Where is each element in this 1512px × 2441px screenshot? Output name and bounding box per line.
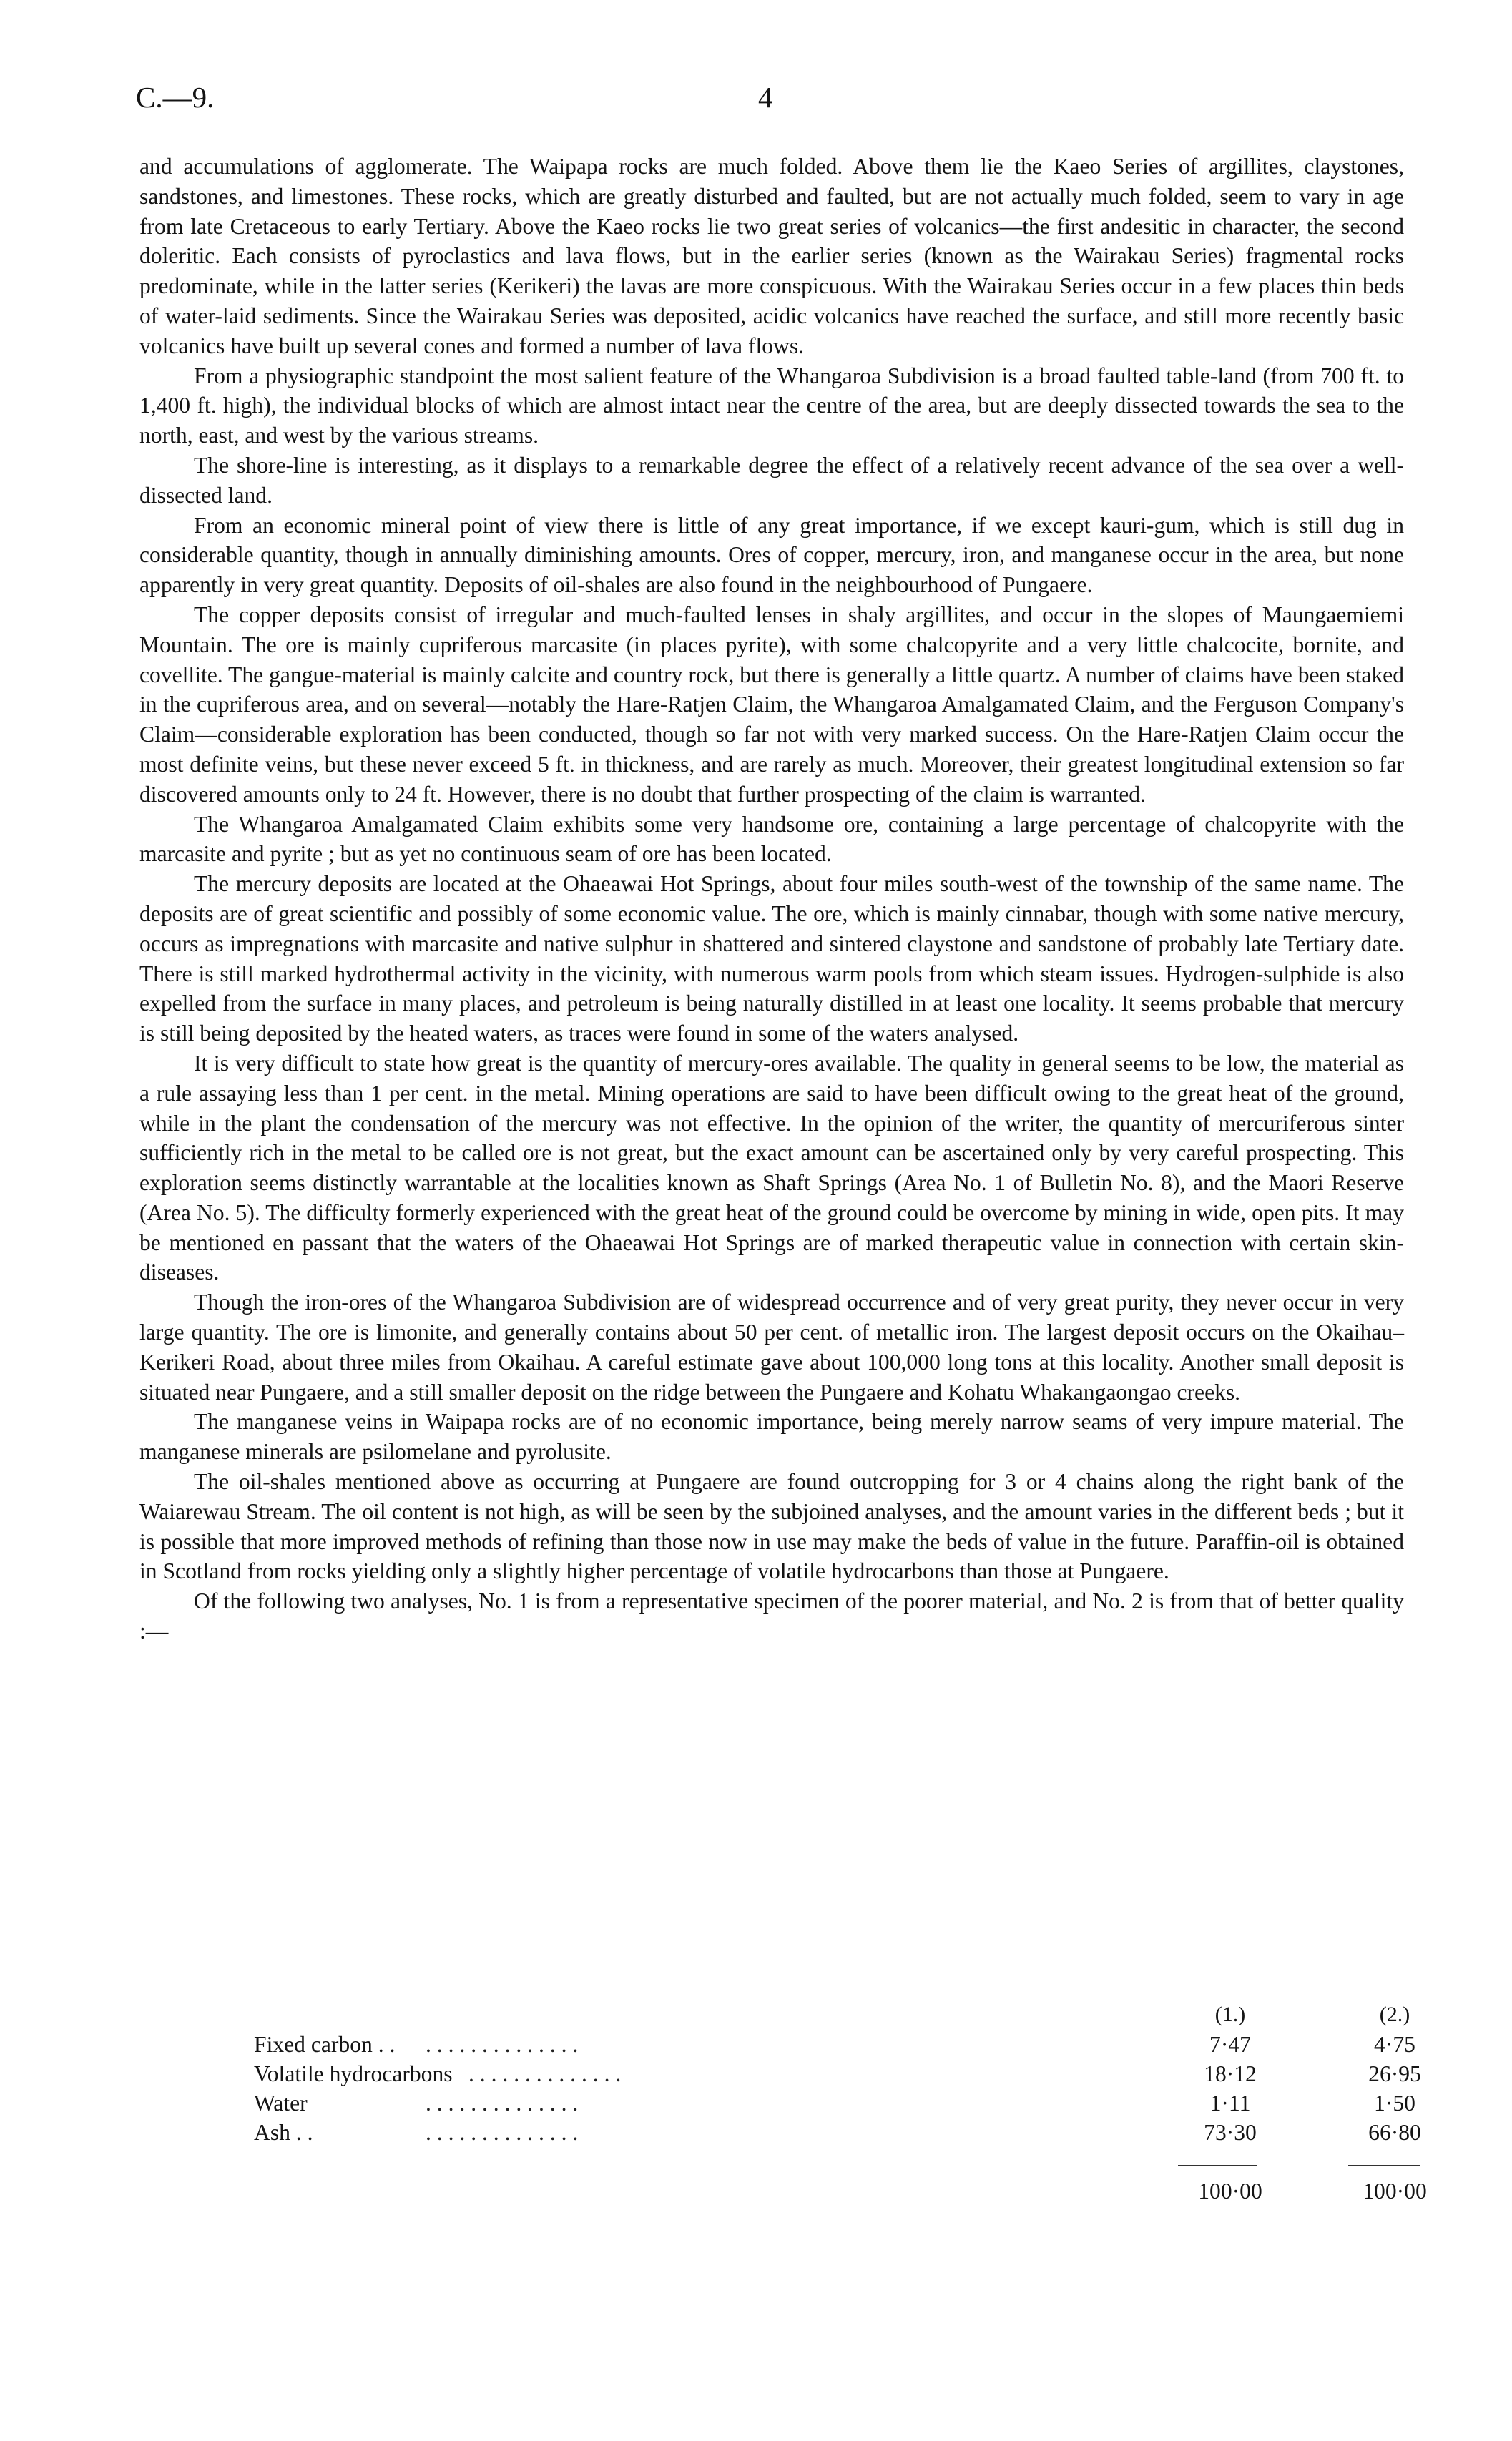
value-col-2: 26·95 bbox=[1368, 2061, 1421, 2086]
value-col-1: 73·30 bbox=[1204, 2120, 1257, 2145]
table-header-row bbox=[139, 2003, 1410, 2032]
leader-dots: . . . . . . . . . . . . . . bbox=[426, 2032, 579, 2057]
column-header-2: (2.) bbox=[1379, 2003, 1410, 2026]
page-number: 4 bbox=[758, 81, 773, 114]
value-col-2: 66·80 bbox=[1368, 2120, 1421, 2145]
paragraph: Though the iron-ores of the Whangaroa Subdivision are of widespread occurrence and of very great purity, they never occur in very large quantity. The ore is limonite, and generally contains about 50 per cent. of metallic iron. The largest deposit occurs on the Okaihau–Kerikeri Road, about three miles from Okaihau. A careful estimate gave about 100,000 long tons at this locality. Another small deposit is situated near Pungaere, and a still smaller deposit on the ridge between the Pungaere and Kohatu Whakangaongao creeks. bbox=[139, 1290, 1404, 1405]
paragraph: From an economic mineral point of view there is little of any great importance, if we except kauri-gum, which is still dug in considerable quantity, though in annually diminishing amounts. Ores of copper, mercury, iron, and manganese occur in the area, but none apparently in very great quantity. Deposits of oil-shales are also found in the neighbourhood of Pungaere. bbox=[139, 512, 1404, 598]
paragraph: The copper deposits consist of irregular and much-faulted lenses in shaly argillites, and occur in the slopes of Maungaemiemi Mountain. The ore is mainly cupriferous marcasite (in places pyrite), with some chalcopyrite and a very little chalcocite, bornite, and covellite. The gangue-material is mainly calcite and country rock, but there is generally a little quartz. A number of claims have been staked in the cupriferous area, and on several—notably the Hare-Ratjen Claim, the Whangaroa Amalgamated Claim, and the Ferguson Company's Claim—considerable exploration has been conducted, though so far not with very marked success. On the Hare-Ratjen Claim occur the most definite veins, but these never exceed 5 ft. in thickness, and are rarely as much. Moreover, their greatest longitudinal extension so far discovered amounts only to 24 ft. However, there is no doubt that further prospecting of the claim is warranted. bbox=[139, 601, 1404, 807]
value-col-1: 18·12 bbox=[1204, 2061, 1257, 2086]
total-row bbox=[139, 2179, 1427, 2208]
table-row bbox=[139, 2061, 1421, 2091]
analysis-table bbox=[139, 2003, 1427, 2208]
row-label: Water bbox=[254, 2091, 308, 2116]
total-col-1: 100·00 bbox=[1198, 2179, 1262, 2204]
body-text bbox=[139, 152, 1404, 1646]
leader-dots: . . . . . . . . . . . . . . bbox=[426, 2120, 579, 2145]
leader-dots: . . . . . . . . . . . . . . bbox=[426, 2091, 579, 2116]
paragraph: The oil-shales mentioned above as occurring at Pungaere are found outcropping for 3 or 4 chains along the right bank of the Waiarewau Stream. The oil content is not high, as will be seen by the subjoined analyses, and the amount varies in the different beds ; but it is possible that more improved methods of refining than those now in use may make the beds of value in the future. Paraffin-oil is obtained in Scotland from rocks yielding only a slightly higher percentage of volatile hydrocarbons than those at Pungaere. bbox=[139, 1469, 1404, 1584]
paragraph: From a physiographic standpoint the most salient feature of the Whangaroa Subdivision is a broad faulted table-land (from 700 ft. to 1,400 ft. high), the individual blocks of which are almost intact near the centre of the area, but are deeply dissected towards the sea to the north, east, and west by the various streams. bbox=[139, 363, 1404, 448]
table-row bbox=[139, 2091, 1415, 2120]
total-col-2: 100·00 bbox=[1363, 2179, 1427, 2204]
total-rule bbox=[1348, 2165, 1420, 2166]
value-col-2: 1·50 bbox=[1374, 2091, 1415, 2116]
table-row bbox=[139, 2032, 1415, 2061]
paragraph: The Whangaroa Amalgamated Claim exhibits some very handsome ore, containing a large percentage of chalcopyrite with the marcasite and pyrite ; but as yet no continuous seam of ore has been located. bbox=[139, 811, 1404, 867]
paragraph: The mercury deposits are located at the Ohaeawai Hot Springs, about four miles south-west of the township of the same name. The deposits are of great scientific and possibly of some economic value. The ore, which is mainly cinnabar, though with some native mercury, occurs as impregnations with marcasite and native sulphur in shattered and sintered claystone and sandstone of probably late Tertiary date. There is still marked hydrothermal activity in the vicinity, with numerous warm pools from which steam issues. Hydrogen-sulphide is also expelled from the surface in many places, and petroleum is being naturally distilled in at least one locality. It seems probable that mercury is still being deposited by the heated waters, as traces were found in some of the waters analysed. bbox=[139, 871, 1404, 1046]
paragraph: and accumulations of agglomerate. The Waipapa rocks are much folded. Above them lie the Kaeo Series of argillites, claystones, sandstones, and limestones. These rocks, which are greatly disturbed and faulted, but are not actually much folded, seem to vary in age from late Cretaceous to early Tertiary. Above the Kaeo rocks lie two great series of volcanics—the first andesitic in character, the second doleritic. Each consists of pyroclastics and lava flows, but in the earlier series (known as the Wairakau Series) fragmental rocks predominate, while in the latter series (Kerikeri) the lavas are more conspicuous. With the Wairakau Series occur in a few places thin beds of water-laid sediments. Since the Wairakau Series was deposited, acidic volcanics have reached the surface, and still more recently basic volcanics have built up several cones and formed a number of lava flows. bbox=[139, 154, 1404, 358]
row-label: Ash . . bbox=[254, 2120, 313, 2145]
row-label: Fixed carbon . . bbox=[254, 2032, 396, 2057]
value-col-2: 4·75 bbox=[1374, 2032, 1415, 2057]
column-header-1: (1.) bbox=[1214, 2003, 1246, 2026]
value-col-1: 1·11 bbox=[1209, 2091, 1251, 2116]
row-label: Volatile hydrocarbons bbox=[254, 2061, 453, 2086]
paragraph: Of the following two analyses, No. 1 is from a representative specimen of the poorer material, and No. 2 is from that of better quality :— bbox=[139, 1588, 1404, 1644]
table-row bbox=[139, 2120, 1421, 2149]
paragraph: The manganese veins in Waipapa rocks are of no economic importance, being merely narrow seams of very impure material. The manganese minerals are psilomelane and pyrolusite. bbox=[139, 1409, 1404, 1465]
total-rule-row bbox=[139, 2149, 1404, 2179]
value-col-1: 7·47 bbox=[1209, 2032, 1251, 2057]
document-reference: C.—9. bbox=[136, 81, 215, 114]
paragraph: It is very difficult to state how great is the quantity of mercury-ores available. The quality in general seems to be low, the material as a rule assaying less than 1 per cent. in the metal. Mining operations are said to have been difficult owing to the great heat of the ground, while in the plant the condensation of the mercury was not effective. In the opinion of the writer, the quantity of mercuriferous sinter sufficiently rich in the metal to be called ore is not great, but the exact amount can be ascertained only by very careful prospecting. This exploration seems distinctly warrantable at the localities known as Shaft Springs (Area No. 1 of Bulletin No. 8), and the Maori Reserve (Area No. 5). The difficulty formerly experienced with the great heat of the ground could be overcome by mining in wide, open pits. It may be mentioned en passant that the waters of the Ohaeawai Hot Springs are of marked therapeutic value in connection with certain skin-diseases. bbox=[139, 1050, 1404, 1285]
paragraph: The shore-line is interesting, as it displays to a remarkable degree the effect of a relatively recent advance of the sea over a well-dissected land. bbox=[139, 452, 1404, 508]
page-header bbox=[136, 80, 1309, 123]
leader-dots: . . . . . . . . . . . . . . bbox=[468, 2061, 622, 2086]
total-rule bbox=[1178, 2165, 1257, 2166]
